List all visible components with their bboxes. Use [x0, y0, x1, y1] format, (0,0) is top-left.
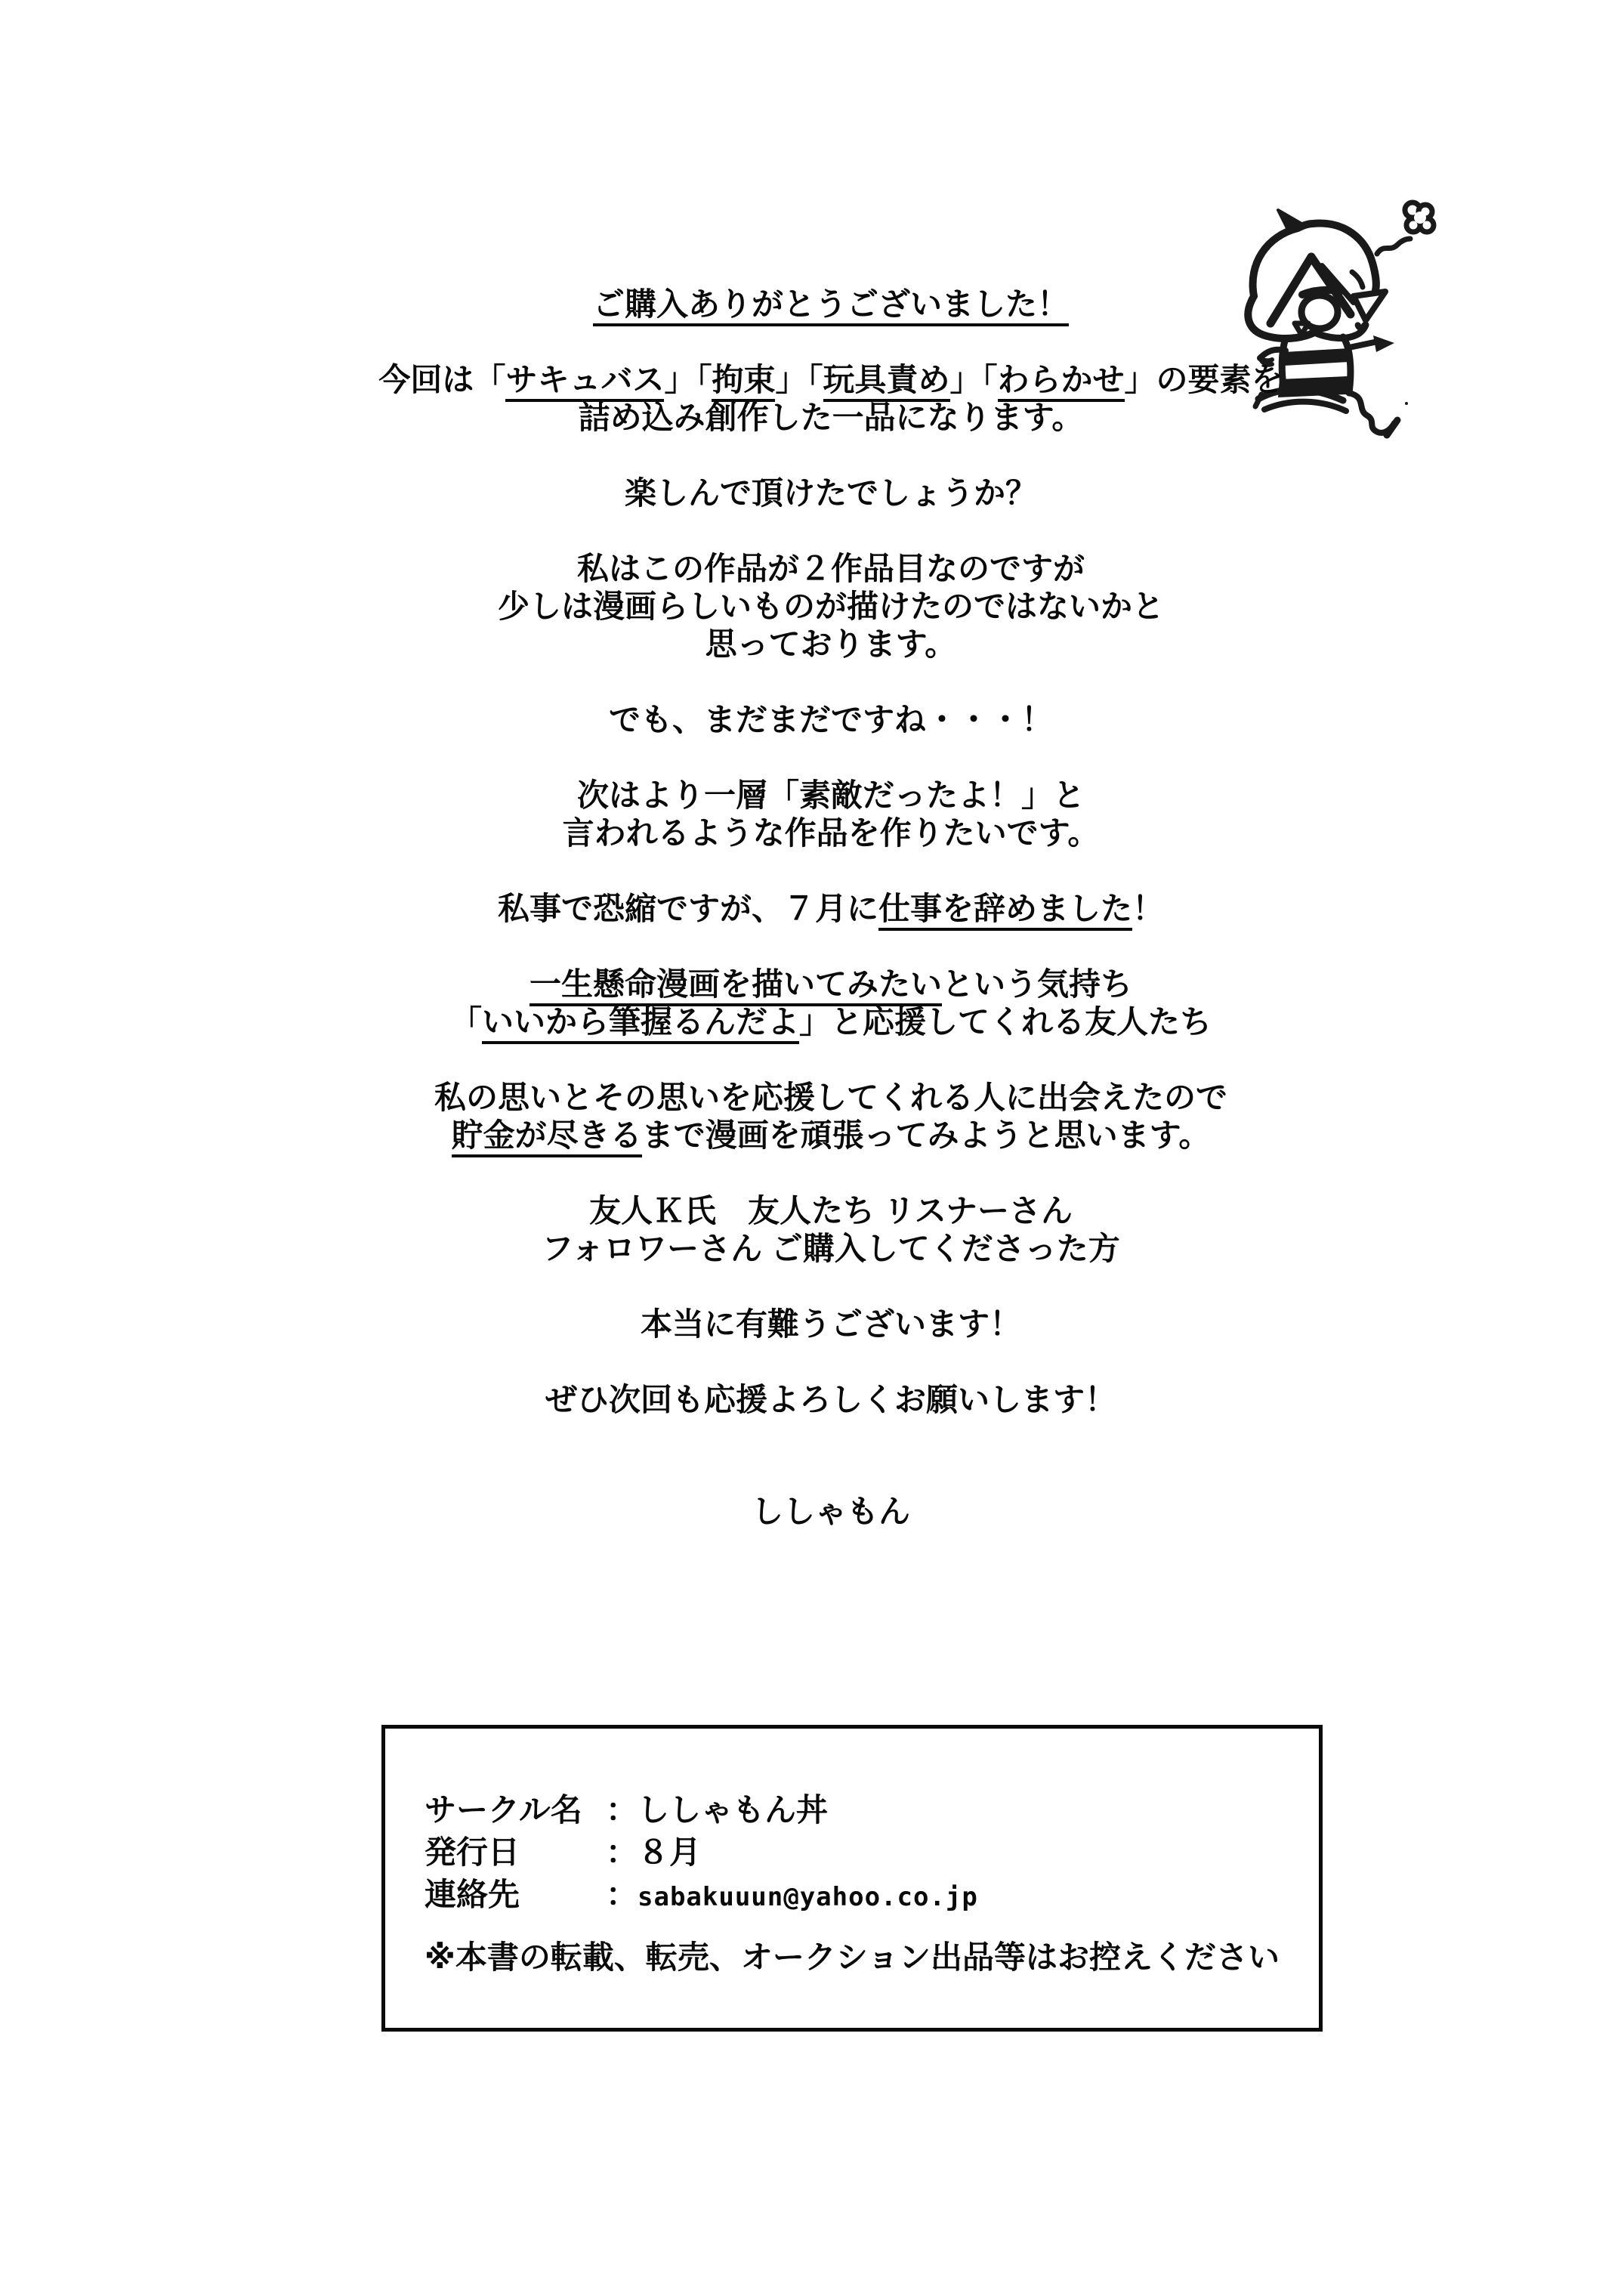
- colophon-value: ししゃもん丼: [638, 1792, 829, 1828]
- text-line: [279, 1003, 1382, 1041]
- blank-line: [279, 437, 1382, 474]
- text-segment: 今回は「: [378, 362, 506, 397]
- underlined-text-segment: 貯金が尽きる: [452, 1117, 642, 1157]
- text-segment: 」「: [664, 362, 712, 397]
- text-line: [279, 1230, 1382, 1268]
- blank-line: [279, 1343, 1382, 1381]
- contact-email: sabakuuun@yahoo.co.jp: [638, 1882, 978, 1912]
- text-segment: フォロワーさん ご購入してくださった方: [542, 1231, 1120, 1266]
- text-segment: 「: [449, 1004, 482, 1040]
- text-segment: 少しは漫画らしいものが描けたのではないかと: [497, 589, 1164, 624]
- text-line: [279, 1192, 1382, 1230]
- colophon-row: [425, 1831, 1292, 1874]
- colophon-separator: ：: [606, 1877, 638, 1912]
- clover-doodle-icon: [1405, 202, 1434, 232]
- blank-line: [279, 1154, 1382, 1192]
- underlined-text-segment: 仕事を辞めました: [878, 891, 1132, 931]
- colophon-label: サークル名: [425, 1792, 582, 1828]
- text-segment: という気持ち: [942, 966, 1133, 1002]
- text-line: [279, 966, 1382, 1003]
- colophon-rows: [425, 1789, 1292, 1918]
- text-segment: 言われるような作品を作りたいです。: [562, 815, 1100, 851]
- text-line: [279, 777, 1382, 814]
- text-segment: 次はより一層「素敵だったよ！」と: [576, 777, 1085, 813]
- text-segment: 私事で恐縮ですが、７月に: [497, 891, 878, 926]
- text-segment: 思っております。: [705, 626, 957, 662]
- blank-line: [279, 1041, 1382, 1079]
- text-line: [279, 1306, 1382, 1343]
- text-segment: 」と応援してくれる友人たち: [799, 1004, 1212, 1040]
- text-line: [279, 1117, 1382, 1154]
- blank-line: [279, 739, 1382, 777]
- underlined-text-segment: 拘束: [712, 362, 775, 402]
- blank-line: [279, 663, 1382, 701]
- text-line: [279, 1079, 1382, 1117]
- text-segment: 友人Ｋ氏 友人たち リスナーさん: [589, 1193, 1073, 1228]
- text-line: [279, 361, 1382, 399]
- text-segment: 私の思いとその思いを応援してくれる人に出会えたので: [434, 1080, 1227, 1115]
- text-line: [279, 399, 1382, 437]
- blank-line: [279, 928, 1382, 966]
- colophon-label: 連絡先: [425, 1877, 520, 1912]
- blank-line: [279, 323, 1382, 361]
- underlined-text-segment: わらかせ: [998, 362, 1125, 402]
- text-segment: 楽しんで頂けたでしょうか？: [624, 475, 1037, 511]
- text-segment: ！: [1132, 891, 1165, 926]
- text-line: [279, 626, 1382, 663]
- text-line: [279, 890, 1382, 928]
- blank-line: [279, 512, 1382, 550]
- text-segment: 詰め込み創作した一品になります。: [578, 400, 1084, 435]
- colophon-separator: ：: [606, 1834, 638, 1870]
- text-segment: ぜひ次回も応援よろしくお願いします！: [545, 1382, 1116, 1417]
- text-segment: 私はこの作品が２作品目なのですが: [576, 551, 1085, 586]
- text-line: [279, 286, 1382, 323]
- text-line: [279, 701, 1382, 739]
- colophon-box: [381, 1725, 1323, 2032]
- underlined-text-segment: 一生懸命漫画を描いてみたい: [529, 966, 942, 1006]
- underlined-text-segment: 玩具責め: [823, 362, 950, 402]
- blank-line: [279, 852, 1382, 890]
- underlined-text-segment: いいから筆握るんだよ: [482, 1004, 799, 1044]
- text-line: [279, 550, 1382, 588]
- afterword-text: [279, 286, 1382, 1419]
- colophon-label: 発行日: [425, 1834, 520, 1870]
- text-line: [279, 814, 1382, 852]
- text-segment: 」「: [949, 362, 998, 397]
- colophon-row: [425, 1874, 1292, 1918]
- blank-line: [279, 1268, 1382, 1306]
- text-segment: 」「: [775, 362, 823, 397]
- underlined-text-segment: ご購入ありがとうございました！: [593, 286, 1069, 326]
- text-line: [279, 588, 1382, 626]
- colophon-value: ８月: [638, 1834, 702, 1870]
- signature-block: [279, 1493, 1382, 1531]
- text-segment: でも、まだまだですね・・・！: [608, 702, 1053, 737]
- colophon-row: [425, 1789, 1292, 1831]
- text-line: [279, 474, 1382, 512]
- text-segment: 」の要素を: [1124, 362, 1283, 397]
- author-signature: ししゃもん: [751, 1494, 910, 1529]
- text-line: [279, 1381, 1382, 1419]
- text-segment: まで漫画を頑張ってみようと思います。: [641, 1117, 1211, 1153]
- colophon-separator: ：: [606, 1792, 638, 1828]
- text-segment: 本当に有難うございます！: [640, 1306, 1021, 1342]
- underlined-text-segment: サキュバス: [505, 362, 664, 402]
- reproduction-notice: ※本書の転載、転売、オークション出品等はお控えください: [425, 1939, 1280, 1975]
